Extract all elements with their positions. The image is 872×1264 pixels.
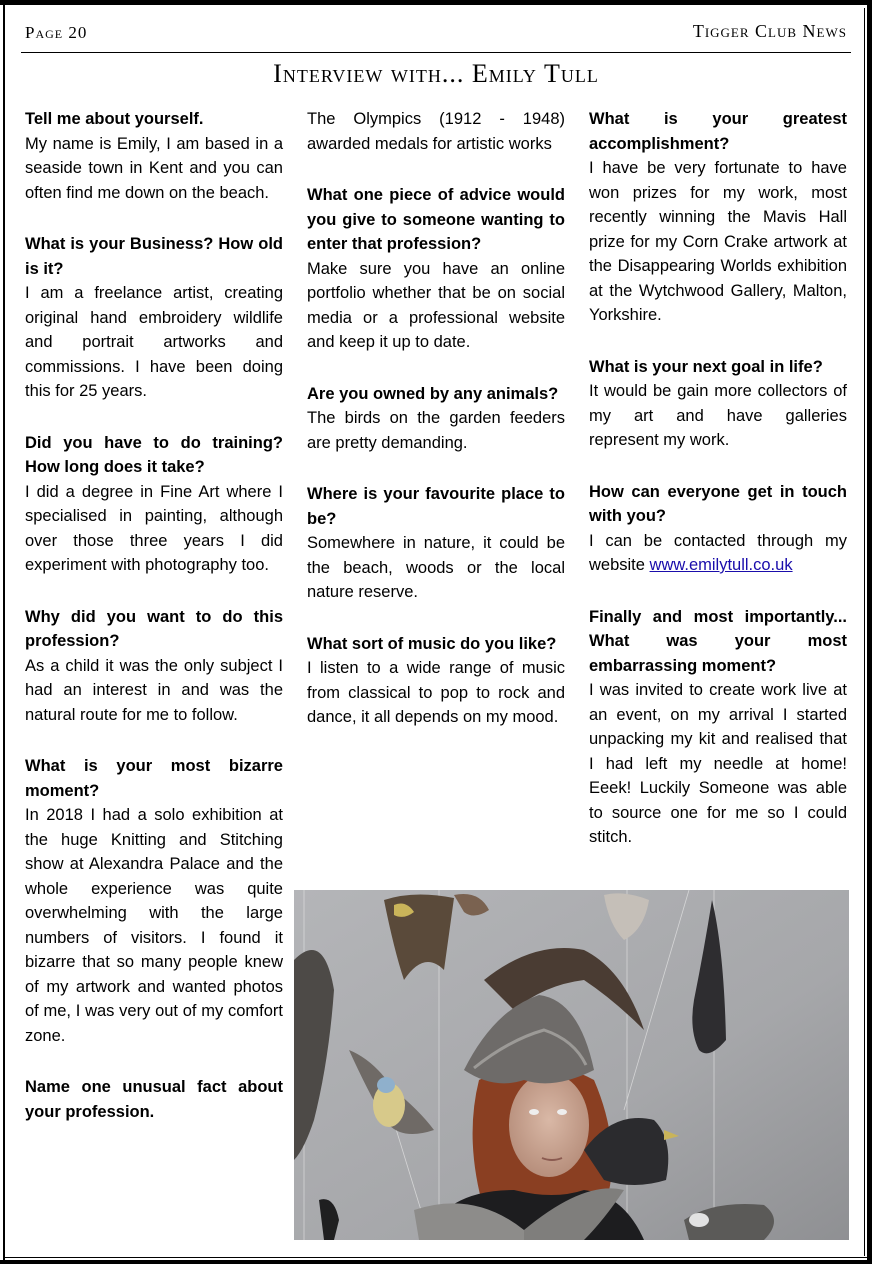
answer: As a child it was the only subject I had an interest in and was the natural route for me to follow. bbox=[25, 656, 283, 724]
answer: My name is Emily, I am based in a seaside town in Kent and you can often find me down on the beach. bbox=[25, 134, 283, 202]
qa-item bbox=[589, 480, 847, 578]
qa-item bbox=[25, 431, 283, 578]
qa-item bbox=[307, 382, 565, 456]
question: What one piece of advice would you give to someone wanting to enter that profession? bbox=[307, 186, 565, 253]
qa-item bbox=[589, 355, 847, 453]
answer: In 2018 I had a solo exhibition at the huge Knitting and Stitching show at Alexandra Palace and the whole experience was quite overwhelming with the large numbers of visitors. I found it bizarre that so many people knew of my artwork and wanted photos of me, I was very out of my comfort zone. bbox=[25, 806, 283, 1045]
question: Why did you want to do this profession? bbox=[25, 607, 283, 650]
page-border-left bbox=[3, 5, 5, 1261]
page-border-right-inner bbox=[864, 8, 865, 1256]
qa-item bbox=[307, 632, 565, 730]
answer bbox=[589, 529, 847, 578]
answer: It would be gain more collectors of my art and have galleries represent my work. bbox=[589, 382, 847, 449]
qa-item bbox=[25, 232, 283, 404]
column-3 bbox=[589, 107, 847, 877]
artist-photo bbox=[294, 890, 849, 1240]
answer-text: I can be contacted through my website bbox=[589, 531, 847, 574]
answer: Make sure you have an online portfolio whether that be on social media or a professional website and keep it up to date. bbox=[307, 259, 565, 351]
question: Did you have to do training? How long does it take? bbox=[25, 433, 283, 476]
answer: The birds on the garden feeders are pretty demanding. bbox=[307, 409, 565, 452]
question: What is your Business? How old is it? bbox=[25, 235, 283, 278]
answer: I have be very fortunate to have won prizes for my work, most recently winning the Mavis Hall prize for my Corn Crake artwork at the Disappearing Worlds exhibition at the Wytchwood Gallery, Malton, Yorkshire. bbox=[589, 159, 847, 324]
qa-item bbox=[25, 1075, 283, 1124]
column-1 bbox=[25, 107, 283, 1151]
question: What is your most bizarre moment? bbox=[25, 757, 283, 800]
qa-item bbox=[25, 605, 283, 728]
qa-item bbox=[589, 107, 847, 328]
answer: The Olympics (1912 - 1948) awarded medals for artistic works bbox=[307, 110, 565, 153]
article-title: Interview with... Emily Tull bbox=[273, 59, 599, 88]
question: What is your next goal in life? bbox=[589, 357, 823, 376]
qa-item bbox=[307, 107, 565, 156]
header-divider bbox=[21, 52, 851, 53]
question: What is your greatest accomplishment? bbox=[589, 110, 847, 153]
qa-item bbox=[25, 754, 283, 1048]
question: Finally and most importantly... What was your most embarrassing moment? bbox=[589, 607, 847, 675]
question: Name one unusual fact about your profession. bbox=[25, 1078, 283, 1121]
page-border-right bbox=[867, 0, 872, 1264]
answer: I was invited to create work live at an event, on my arrival I started unpacking my kit and realised that I had left my needle at home! Eeek! Luckily Someone was able to source one for me so I could stitch. bbox=[589, 681, 847, 846]
question: Tell me about yourself. bbox=[25, 110, 204, 128]
question: Where is your favourite place to be? bbox=[307, 485, 565, 528]
website-link[interactable]: www.emilytull.co.uk bbox=[649, 556, 793, 574]
qa-item bbox=[307, 183, 565, 355]
question: How can everyone get in touch with you? bbox=[589, 482, 847, 525]
answer: I listen to a wide range of music from classical to pop to rock and dance, it all depends on my mood. bbox=[307, 659, 565, 726]
qa-item bbox=[25, 107, 283, 205]
page-border-top bbox=[0, 0, 872, 5]
question: Are you owned by any animals? bbox=[307, 384, 559, 403]
page-border-bottom bbox=[0, 1260, 872, 1264]
answer: Somewhere in nature, it could be the beach, woods or the local nature reserve. bbox=[307, 534, 565, 601]
answer: I did a degree in Fine Art where I specialised in painting, although over those three years I did experiment with photography too. bbox=[25, 482, 283, 574]
page-number: Page 20 bbox=[25, 23, 88, 42]
question: What sort of music do you like? bbox=[307, 634, 557, 653]
answer: I am a freelance artist, creating original hand embroidery wildlife and portrait artworks and commissions. I have been doing this for 25 years. bbox=[25, 284, 283, 400]
qa-item bbox=[307, 482, 565, 605]
column-2 bbox=[307, 107, 565, 757]
page-border-bottom-inner bbox=[5, 1257, 867, 1258]
publication-title: Tigger Club News bbox=[692, 21, 847, 41]
qa-item bbox=[589, 605, 847, 850]
